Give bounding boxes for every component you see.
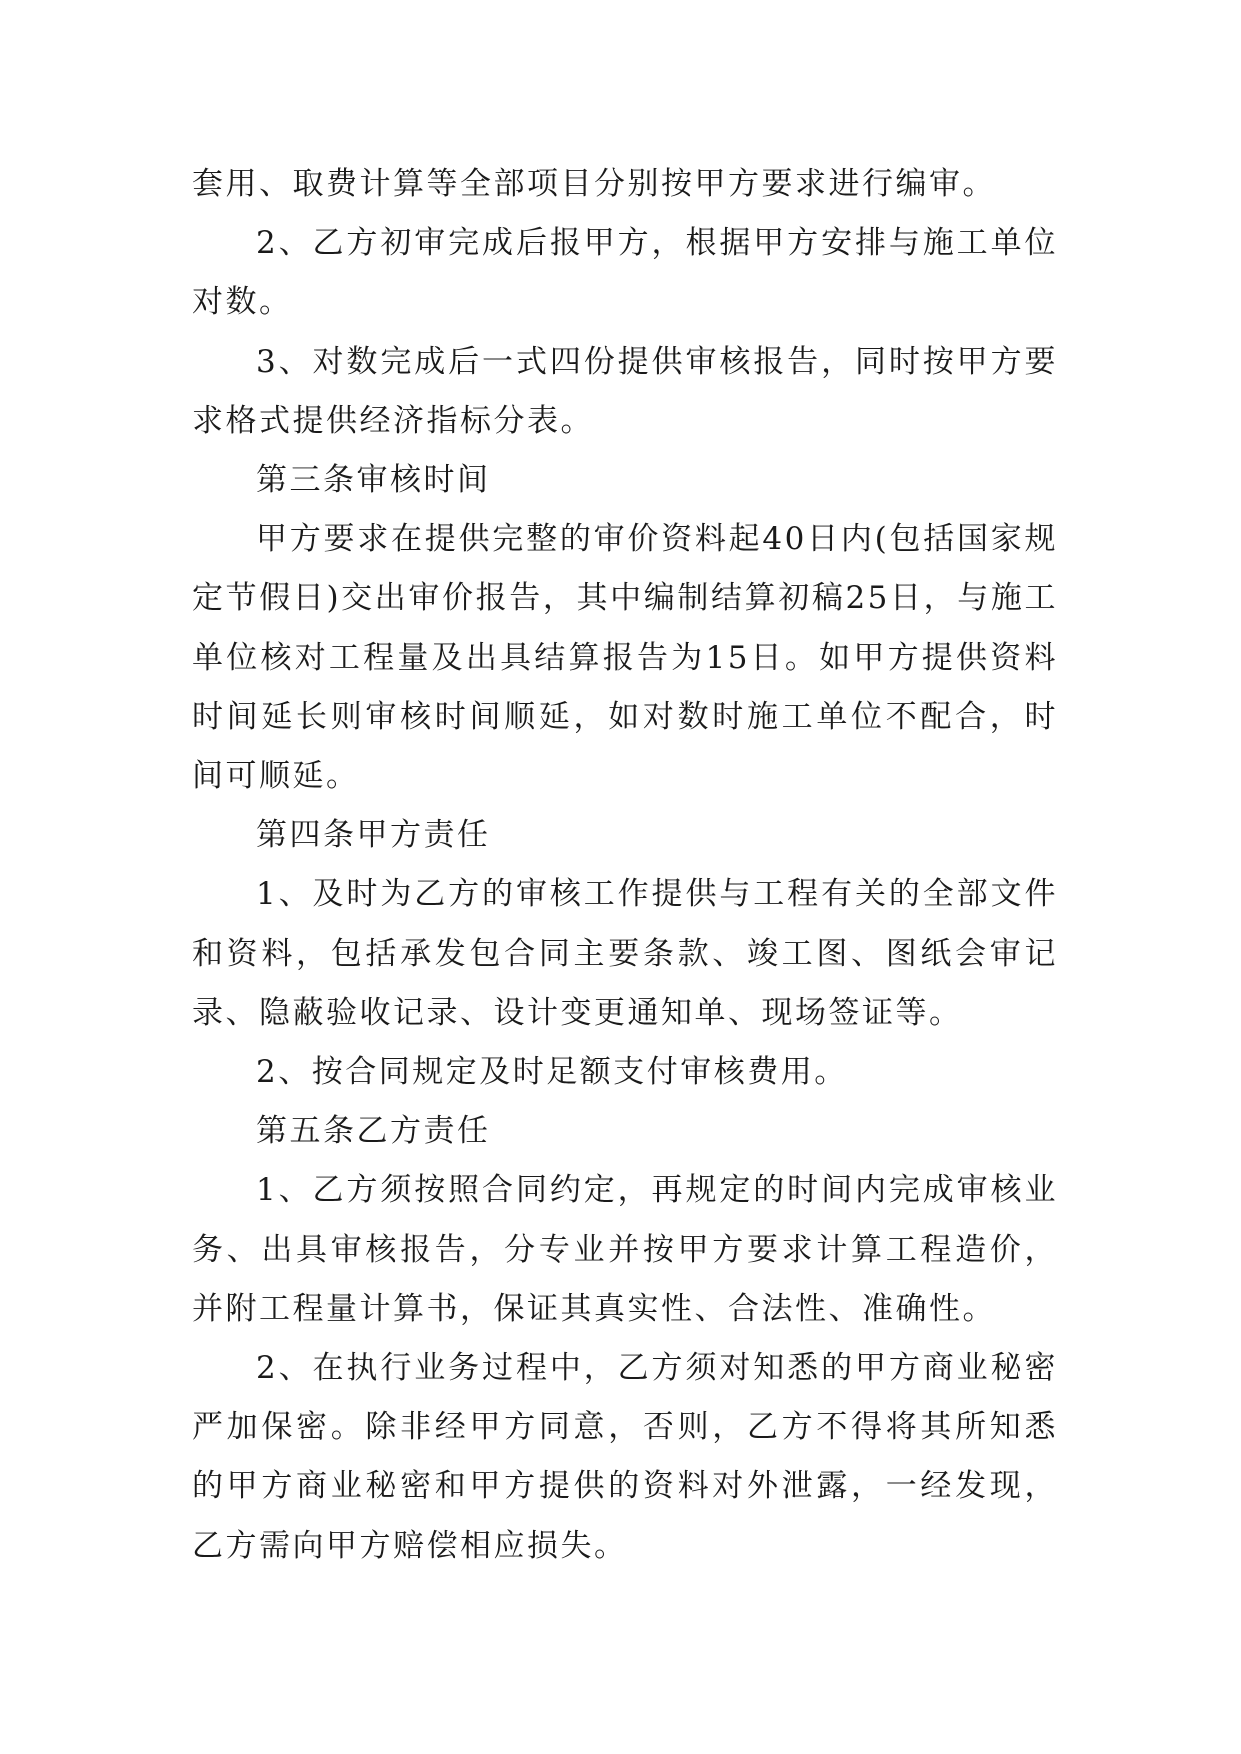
document-body (192, 155, 1058, 1576)
paragraph-item-2: 2、乙方初审完成后报甲方，根据甲方安排与施工单位对数。 (192, 225, 1058, 321)
article-4-heading: 第四条甲方责任 (256, 817, 491, 854)
paragraph-continuation: 套用、取费计算等全部项目分别按甲方要求进行编审。 (192, 166, 996, 202)
article-3-heading: 第三条审核时间 (256, 462, 491, 499)
article-4-item-2: 2、按合同规定及时足额支付审核费用。 (256, 1054, 848, 1091)
article-5-heading: 第五条乙方责任 (256, 1113, 491, 1150)
paragraph-item-3: 3、对数完成后一式四份提供审核报告，同时按甲方要求格式提供经济指标分表。 (192, 343, 1058, 439)
article-3-body: 甲方要求在提供完整的审价资料起40日内(包括国家规定节假日)交出审价报告，其中编制结算初稿25日，与施工单位核对工程量及出具结算报告为15日。如甲方提供资料时间延长则审核时间顺延，如对数时施工单位不配合，时间可顺延。 (192, 521, 1058, 795)
article-5-item-2: 2、在执行业务过程中，乙方须对知悉的甲方商业秘密严加保密。除非经甲方同意，否则，乙方不得将其所知悉的甲方商业秘密和甲方提供的资料对外泄露，一经发现，乙方需向甲方赔偿相应损失。 (192, 1350, 1058, 1564)
article-4-item-1: 1、及时为乙方的审核工作提供与工程有关的全部文件和资料，包括承发包合同主要条款、竣工图、图纸会审记录、隐蔽验收记录、设计变更通知单、现场签证等。 (192, 876, 1058, 1031)
article-5-item-1: 1、乙方须按照合同约定，再规定的时间内完成审核业务、出具审核报告，分专业并按甲方要求计算工程造价，并附工程量计算书，保证其真实性、合法性、准确性。 (192, 1172, 1058, 1327)
